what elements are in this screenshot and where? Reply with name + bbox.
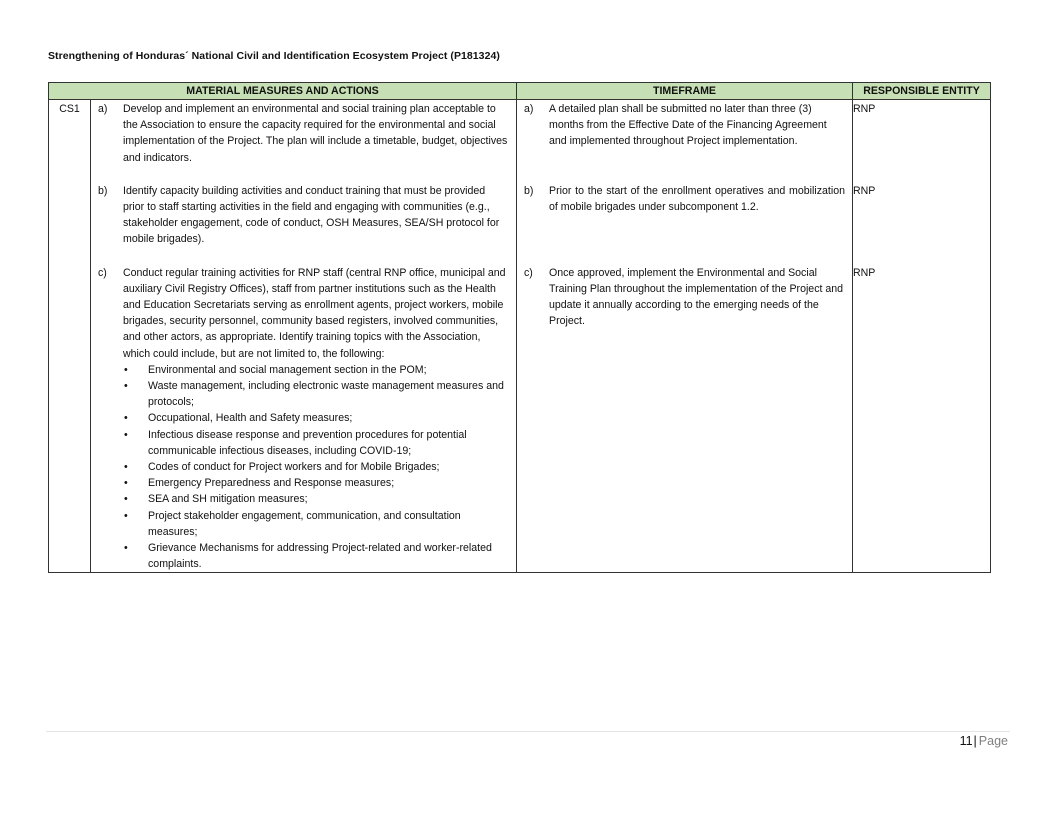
timeframe-cell <box>517 100 853 166</box>
list-item: • Environmental and social management section in the POM; <box>124 363 427 376</box>
training-topics-list <box>123 362 509 573</box>
row-spacer <box>49 248 991 265</box>
measure-label: a) <box>98 103 108 115</box>
table-row <box>49 183 991 248</box>
list-item: • Occupational, Health and Safety measures; <box>124 412 353 425</box>
timeframe-cell <box>517 265 853 573</box>
list-item: • Infectious disease response and prevention procedures for potential communicable infectious diseases, including COVID-19; <box>124 428 467 457</box>
timeframe-cell <box>517 183 853 248</box>
list-item: • Waste management, including electronic waste management measures and protocols; <box>124 380 504 409</box>
page-number-separator: | <box>973 734 977 748</box>
timeframe-text: A detailed plan shall be submitted no later than three (3) months from the Effective Date of the Financing Agreement and implemented throughout Project implementation. <box>549 103 827 148</box>
list-item: • Project stakeholder engagement, communication, and consultation measures; <box>124 509 461 538</box>
table-row <box>49 100 991 166</box>
page-number-value: 11 <box>959 734 973 748</box>
measure-text: Conduct regular training activities for RNP staff (central RNP office, municipal and auxiliary Civil Registry Offices), staff from partner institutions such as the Health and Education Secretariats serving as enrollment agents, project workers, mobile brigades, security personnel, community based registers, involved communities, and other actors, as appropriate. Identify training topics with the Association, which could include, but are not limited to, the following: <box>123 266 506 360</box>
row-code: CS1 <box>49 100 91 166</box>
entity-cell: RNP <box>853 100 991 166</box>
list-item: • Grievance Mechanisms for addressing Project-related and worker-related complaints. <box>124 542 492 571</box>
table-row <box>49 265 991 573</box>
document-title: Strengthening of Honduras´ National Civil and Identification Ecosystem Project (P181324) <box>48 50 500 62</box>
column-header-entity: RESPONSIBLE ENTITY <box>853 83 991 100</box>
measure-label: b) <box>98 184 108 197</box>
timeframe-text: Once approved, implement the Environmental and Social Training Plan throughout the implementation of the Project and update it annually according to the emerging needs of the Project. <box>549 266 844 328</box>
timeframe-text: Prior to the start of the enrollment operatives and mobilization of mobile brigades under subcomponent 1.2. <box>549 184 845 214</box>
measure-cell <box>91 183 517 248</box>
measure-text: Develop and implement an environmental and social training plan acceptable to the Association to ensure the capacity required for the environmental and social implementation of the Project. The plan will include a timetable, budget, objectives and indicators. <box>123 103 508 164</box>
entity-cell: RNP <box>853 265 991 573</box>
list-item: • SEA and SH mitigation measures; <box>124 493 308 506</box>
esh-measures-table <box>48 82 991 573</box>
list-item: • Emergency Preparedness and Response measures; <box>124 477 395 490</box>
measure-cell <box>91 100 517 166</box>
page-number <box>960 734 1008 748</box>
footer-divider <box>46 731 1010 732</box>
table-header-row <box>49 83 991 100</box>
column-header-measures: MATERIAL MEASURES AND ACTIONS <box>49 83 517 100</box>
timeframe-label: b) <box>524 184 534 197</box>
list-item: • Codes of conduct for Project workers and for Mobile Brigades; <box>124 461 440 474</box>
measure-cell <box>91 265 517 573</box>
measure-text: Identify capacity building activities and conduct training that must be provided prior to staff starting activities in the field and engaging with communities (e.g., stakeholder engagement, code of conduct, OSH Measures, SEA/SH protocol for mobile brigades). <box>123 184 500 246</box>
row-spacer <box>49 166 991 183</box>
timeframe-label: c) <box>524 266 533 279</box>
column-header-timeframe: TIMEFRAME <box>517 83 853 100</box>
measure-label: c) <box>98 266 107 279</box>
page-word: Page <box>978 734 1008 748</box>
timeframe-label: a) <box>524 103 534 115</box>
entity-cell: RNP <box>853 183 991 248</box>
